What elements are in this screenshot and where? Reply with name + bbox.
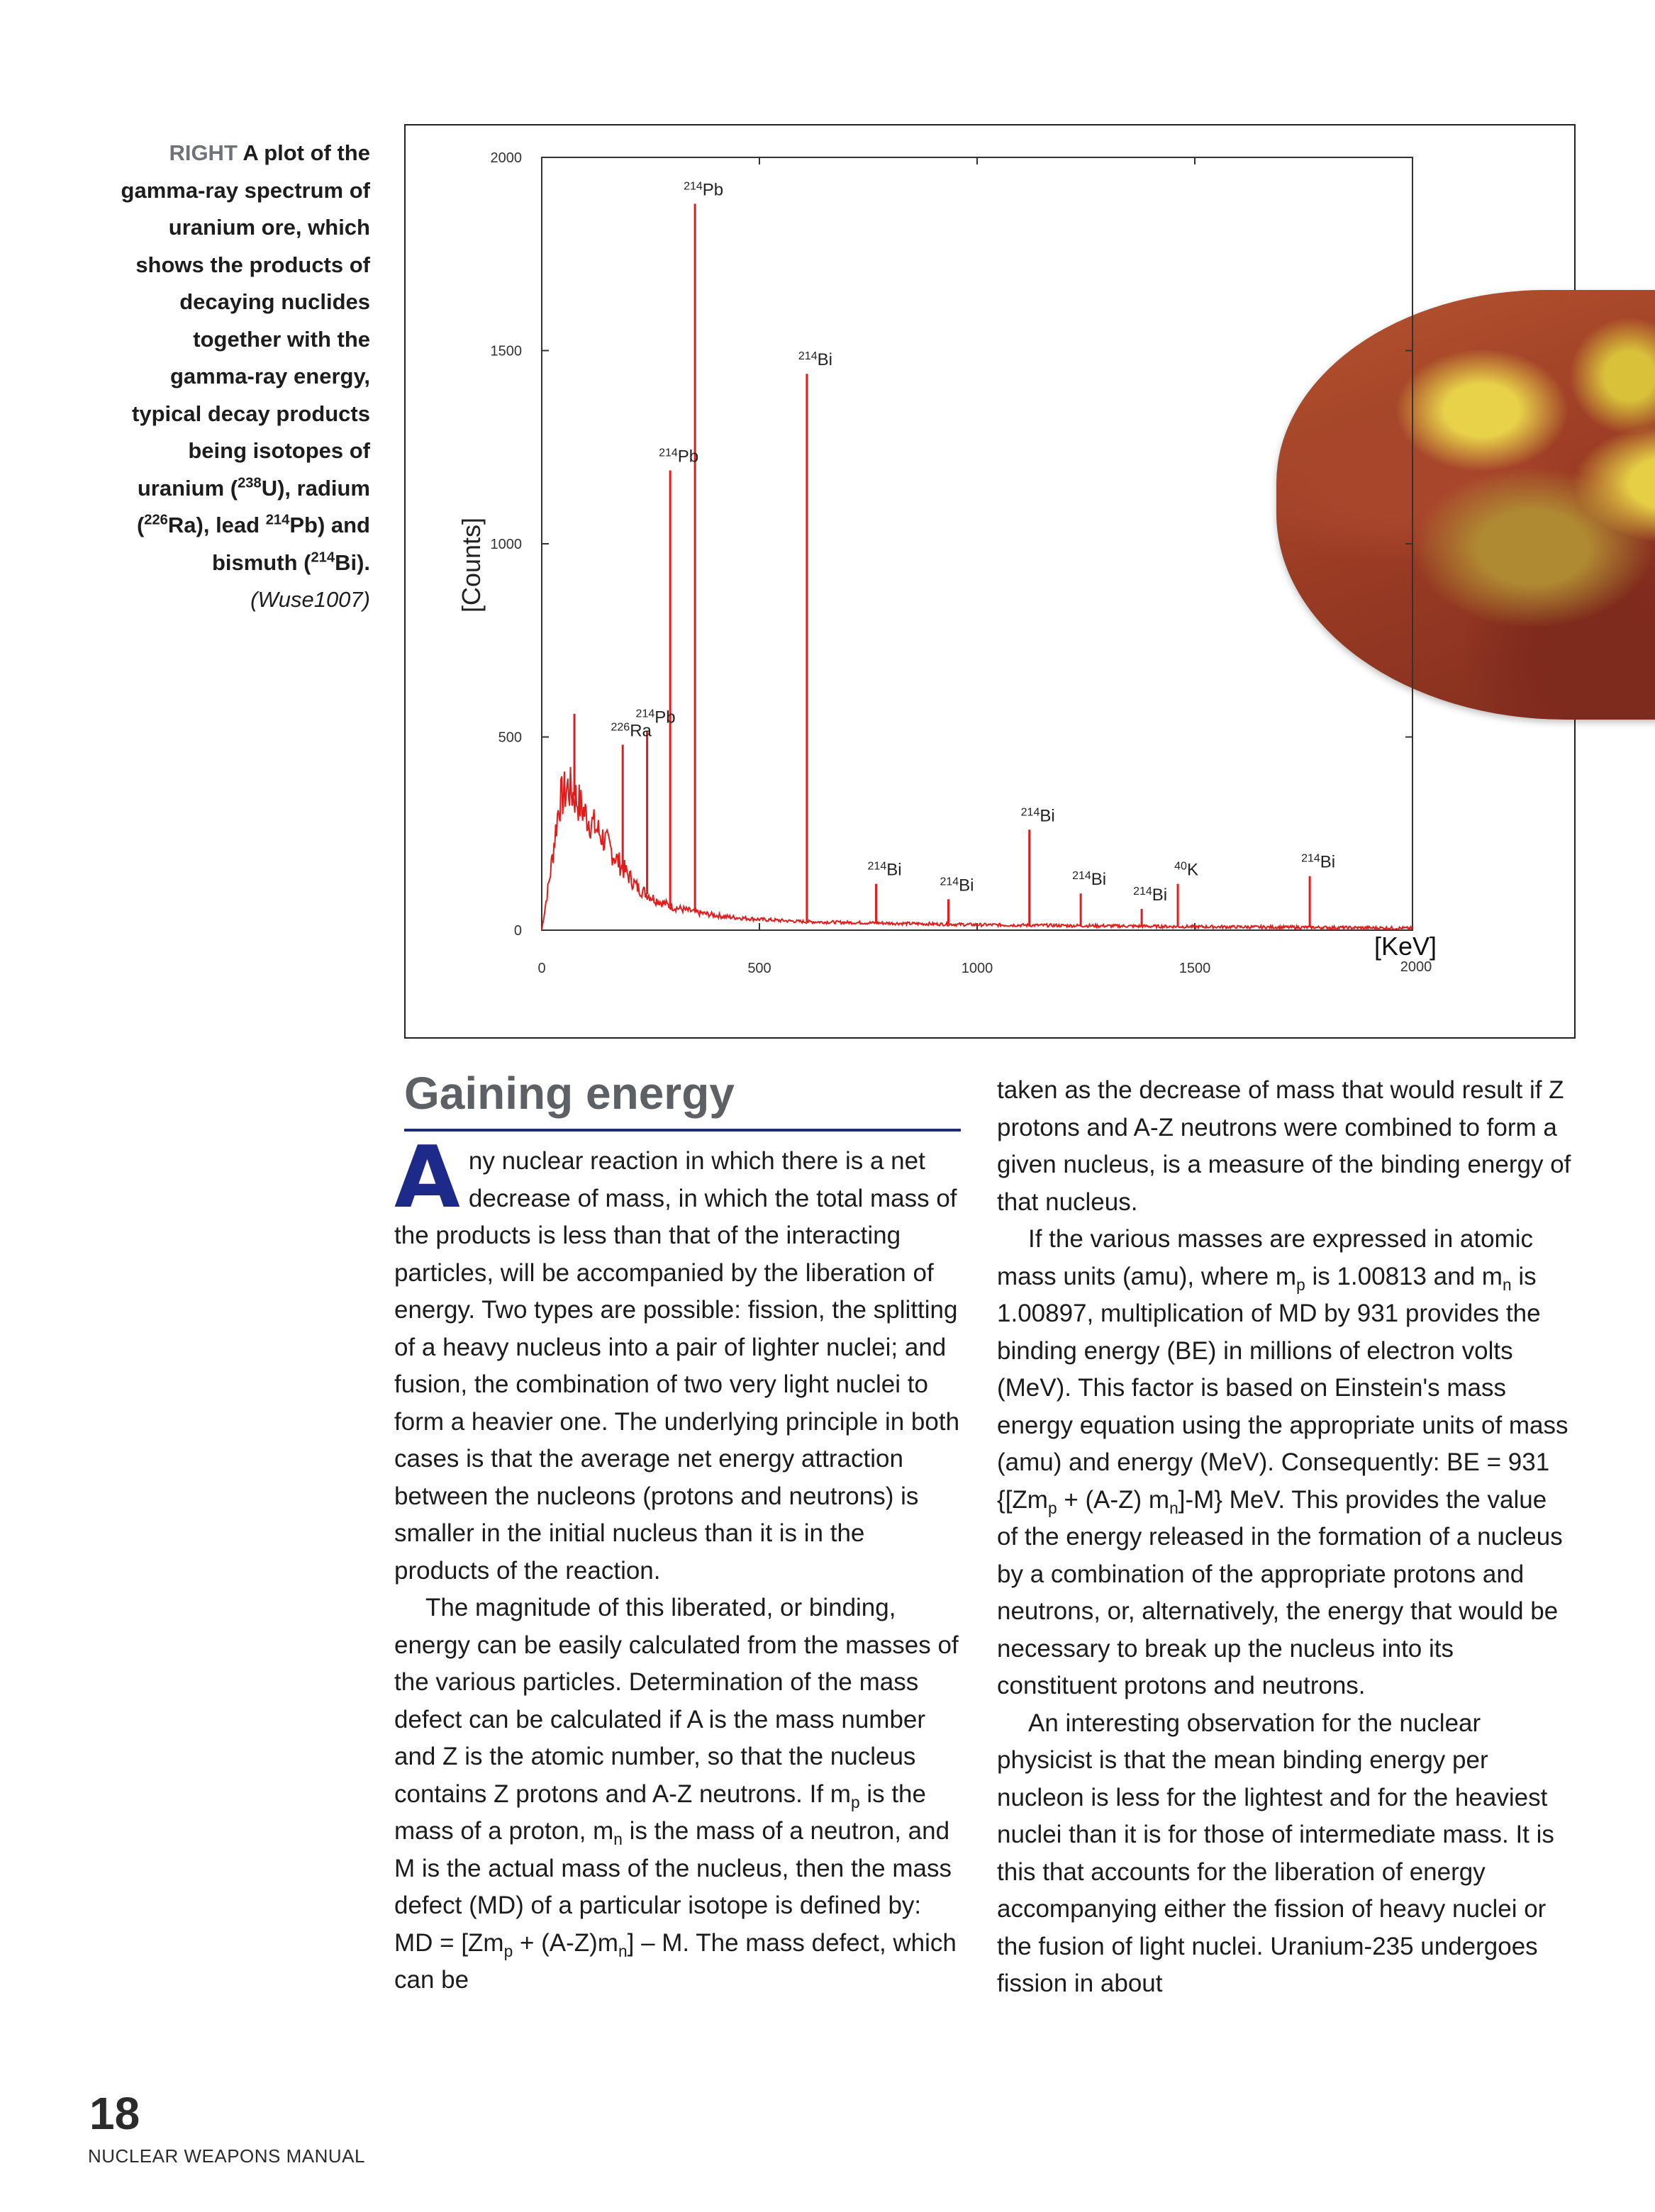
lp2-sub-p: p — [850, 1792, 860, 1811]
y-tick-label: 0 — [513, 923, 522, 939]
caption-sup-bi: 214 — [311, 549, 335, 566]
rp2-sub-p: p — [1296, 1275, 1305, 1294]
rp2-sub-n: n — [1502, 1275, 1512, 1294]
right-paragraph-3: An interesting observation for the nuclear physicist is that the mean binding energy per nucleon is less for the lightest and for the heaviest nuclei than it is for those of intermediate mass. It is this that accounts for the liberation of energy accompanying either the fission of heavy nuclei or the fusion of light nuclei. Uranium-235 undergoes fission in about — [997, 1709, 1554, 1997]
book-title: NUCLEAR WEAPONS MANUAL — [88, 2145, 365, 2167]
lp2-d: + (A-Z)m — [513, 1928, 618, 1957]
peak-label-element: K — [1186, 860, 1198, 880]
peak-label-mass: 214 — [659, 447, 678, 459]
x-tick-label: 1000 — [961, 961, 993, 976]
peak-label-mass: 214 — [867, 860, 887, 873]
x-tick-label: 500 — [747, 961, 771, 976]
peak-label — [868, 861, 902, 880]
caption-sup-u: 238 — [238, 475, 262, 491]
x-tick-label: 0 — [537, 961, 546, 976]
caption-text-3: Ra), lead — [167, 513, 266, 537]
peak-label-mass: 214 — [798, 350, 818, 363]
y-tick-label: 1000 — [490, 537, 522, 552]
peak-label-mass: 226 — [611, 721, 630, 734]
peak-label — [1133, 886, 1167, 905]
peak-label — [940, 876, 974, 895]
rp2-d: + (A-Z) m — [1057, 1485, 1170, 1514]
peak-label-mass: 214 — [684, 180, 703, 193]
peak-label-mass: 214 — [1133, 886, 1152, 898]
rp2-b: is 1.00813 and m — [1305, 1262, 1503, 1290]
figure-caption — [106, 135, 370, 619]
peak-label — [1021, 806, 1055, 825]
drop-cap: A — [394, 1129, 460, 1227]
peak-label-mass: 214 — [1301, 852, 1320, 865]
peak-label-element: Bi — [1091, 870, 1107, 890]
lp2-c: is the mass of a neutron, and M is the actual mass of the nucleus, then the mass defect (MD) of a particular isotope is defined by: MD = [Zm — [394, 1817, 952, 1957]
lp2-sub-p2: p — [503, 1941, 513, 1960]
peak-label — [1301, 853, 1335, 872]
lp2-sub-n: n — [613, 1830, 623, 1848]
rp2-c: is 1.00897, multiplication of MD by 931 provides the binding energy (BE) in millions of electron volts (MeV). This factor is based on Einstein's mass energy equation using the appropriate units of mass (amu) and energy (MeV). Consequently: BE = 931 {[Zm — [997, 1262, 1568, 1514]
caption-credit: (Wuse1007) — [250, 587, 370, 612]
x-axis-label: [KeV] — [1373, 932, 1437, 961]
article-column-left — [394, 1129, 962, 1999]
left-paragraph-1 — [394, 1129, 962, 1590]
peak-label-element: Bi — [959, 876, 974, 895]
rp2-a: If the various masses are expressed in atomic mass units (amu), where m — [997, 1225, 1533, 1290]
right-paragraph-1: taken as the decrease of mass that would result if Z protons and A-Z neutrons were combined to form a given nucleus, is a measure of the binding energy of that nucleus. — [997, 1076, 1571, 1216]
peak-label-mass: 214 — [635, 708, 655, 720]
y-axis-label: [Counts] — [457, 517, 486, 613]
peak-label — [659, 447, 698, 466]
right-paragraph-2 — [997, 1221, 1573, 1705]
y-tick-label: 2000 — [490, 150, 522, 166]
caption-text-1: A plot of the gamma-ray spectrum of uranium ore, which shows the products of decaying nuclides together with the gamma-ray energy, typical decay products being isotopes of uranium ( — [121, 140, 370, 501]
peak-label-element: Bi — [1320, 852, 1336, 872]
peak-label — [1072, 870, 1106, 889]
y-tick-label: 1500 — [490, 343, 522, 359]
caption-sup-ra: 226 — [144, 512, 168, 528]
peak-label-element: Pb — [702, 180, 724, 200]
peak-label-mass: 40 — [1174, 860, 1187, 873]
left-paragraph-1-text: ny nuclear reaction in which there is a net decrease of mass, in which the total mass of the products is less than that of the interacting particles, will be accompanied by the liberation of energy. Two types are possible: fission, the splitting of a heavy nucleus into a pair of lighter nuclei; and fusion, the combination of two very light nuclei to form a heavier one. The underlying principle in both cases is that the average net energy attraction between the nucleons (protons and neutrons) is smaller in the initial nucleus than it is in the products of the reaction. — [394, 1147, 960, 1585]
article-column-right — [997, 1072, 1573, 2003]
y-tick-label: 500 — [498, 730, 522, 746]
caption-text-5: Bi). — [335, 549, 370, 575]
peak-label-mass: 214 — [1072, 870, 1091, 883]
left-paragraph-2 — [394, 1590, 962, 1999]
peak-label — [684, 180, 723, 199]
lp2-a: The magnitude of this liberated, or binding, energy can be easily calculated from the masses of the various particles. Determination of the mass defect can be calculated if A is the mass number and Z is the atomic number, so that the nucleus contains Z protons and A-Z neutrons. If m — [394, 1594, 959, 1808]
spectrum-figure — [404, 124, 1576, 1039]
spectrum-continuum — [542, 767, 1412, 930]
caption-text-2: U), radium ( — [136, 475, 370, 537]
lp2-e: ] – M. The mass defect, which can be — [394, 1928, 957, 1994]
x-tick-label: 2000 — [1400, 959, 1432, 975]
peak-label-element: Bi — [886, 860, 902, 880]
peak-label-mass: 214 — [1020, 806, 1040, 819]
lp2-sub-n2: n — [618, 1941, 628, 1960]
gamma-spectrum-chart — [406, 125, 1574, 1037]
peak-label-element: Bi — [1040, 806, 1055, 826]
peak-label-element: Ra — [630, 721, 652, 741]
caption-lead: RIGHT — [169, 140, 238, 165]
peak-label — [611, 721, 652, 740]
rp2-e: ]-M} MeV. This provides the value of the energy released in the formation of a nucleus by a combination of the appropriate protons and neutrons, or, alternatively, the energy that would be necessary to break up the nucleus into its constituent protons and neutrons. — [997, 1485, 1563, 1699]
caption-sup-pb: 214 — [265, 512, 290, 528]
rp2-sub-p2: p — [1047, 1498, 1057, 1517]
plot-border — [542, 157, 1412, 930]
caption-text-4: Pb) and bismuth ( — [211, 513, 370, 575]
peak-label-element: Bi — [817, 350, 832, 370]
peak-label-element: Bi — [1152, 886, 1168, 905]
peak-label-mass: 214 — [940, 876, 959, 888]
x-tick-label: 1500 — [1178, 961, 1211, 976]
lp2-b: is the mass of a proton, m — [394, 1780, 926, 1845]
peak-label — [798, 350, 832, 369]
page-number: 18 — [89, 2088, 140, 2139]
article-heading: Gaining energy — [404, 1065, 961, 1132]
rp2-sub-n2: n — [1169, 1498, 1178, 1517]
peak-label-element: Pb — [677, 447, 699, 467]
peak-label — [1174, 861, 1198, 880]
peak-label-element: Pb — [654, 708, 676, 727]
